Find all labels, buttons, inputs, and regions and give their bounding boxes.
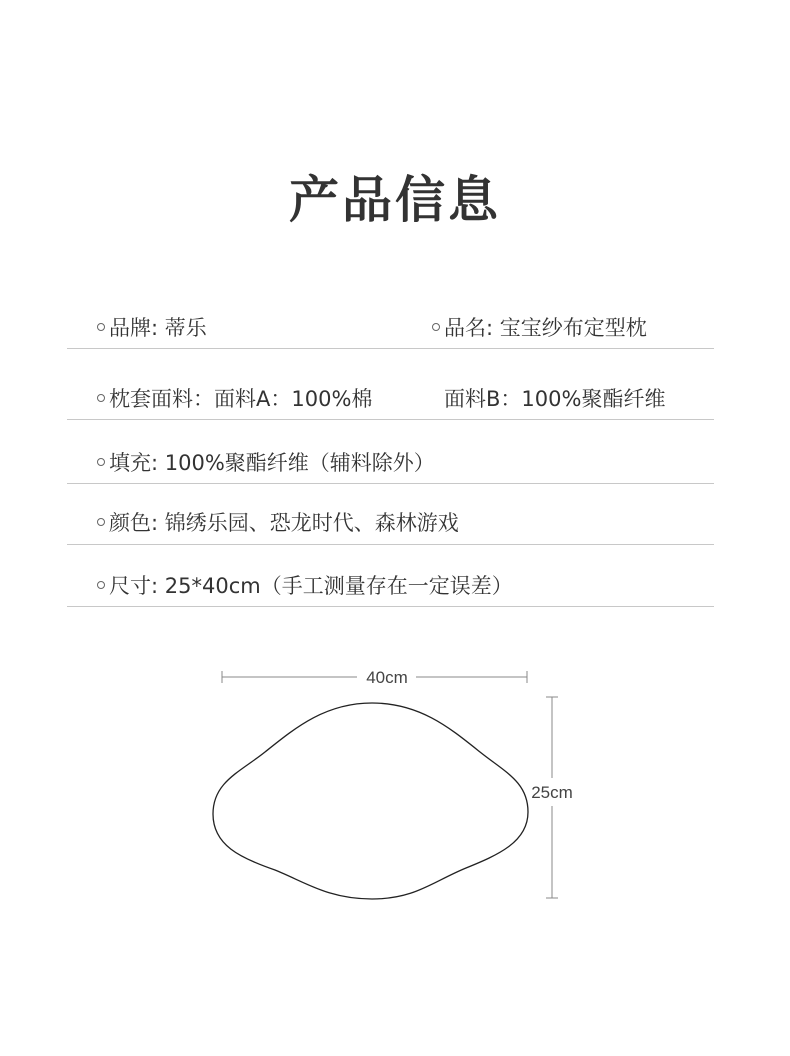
- color-text: 颜色: 锦绣乐园、恐龙时代、森林游戏: [109, 511, 459, 535]
- product-name-text: 品名: 宝宝纱布定型枕: [444, 316, 647, 340]
- filling-text: 填充: 100%聚酯纤维（辅料除外）: [109, 451, 435, 475]
- page-title: 产品信息: [289, 171, 501, 229]
- pillow-outline: [213, 703, 528, 899]
- fabric-a-text: 枕套面料：面料A：100%棉: [109, 387, 373, 411]
- size-text: 尺寸: 25*40cm（手工测量存在一定误差）: [109, 574, 513, 598]
- fabric-b-text: 面料B：100%聚酯纤维: [444, 387, 666, 411]
- height-label: 25cm: [531, 783, 573, 802]
- width-label: 40cm: [366, 668, 408, 687]
- brand-text: 品牌: 蒂乐: [109, 316, 207, 340]
